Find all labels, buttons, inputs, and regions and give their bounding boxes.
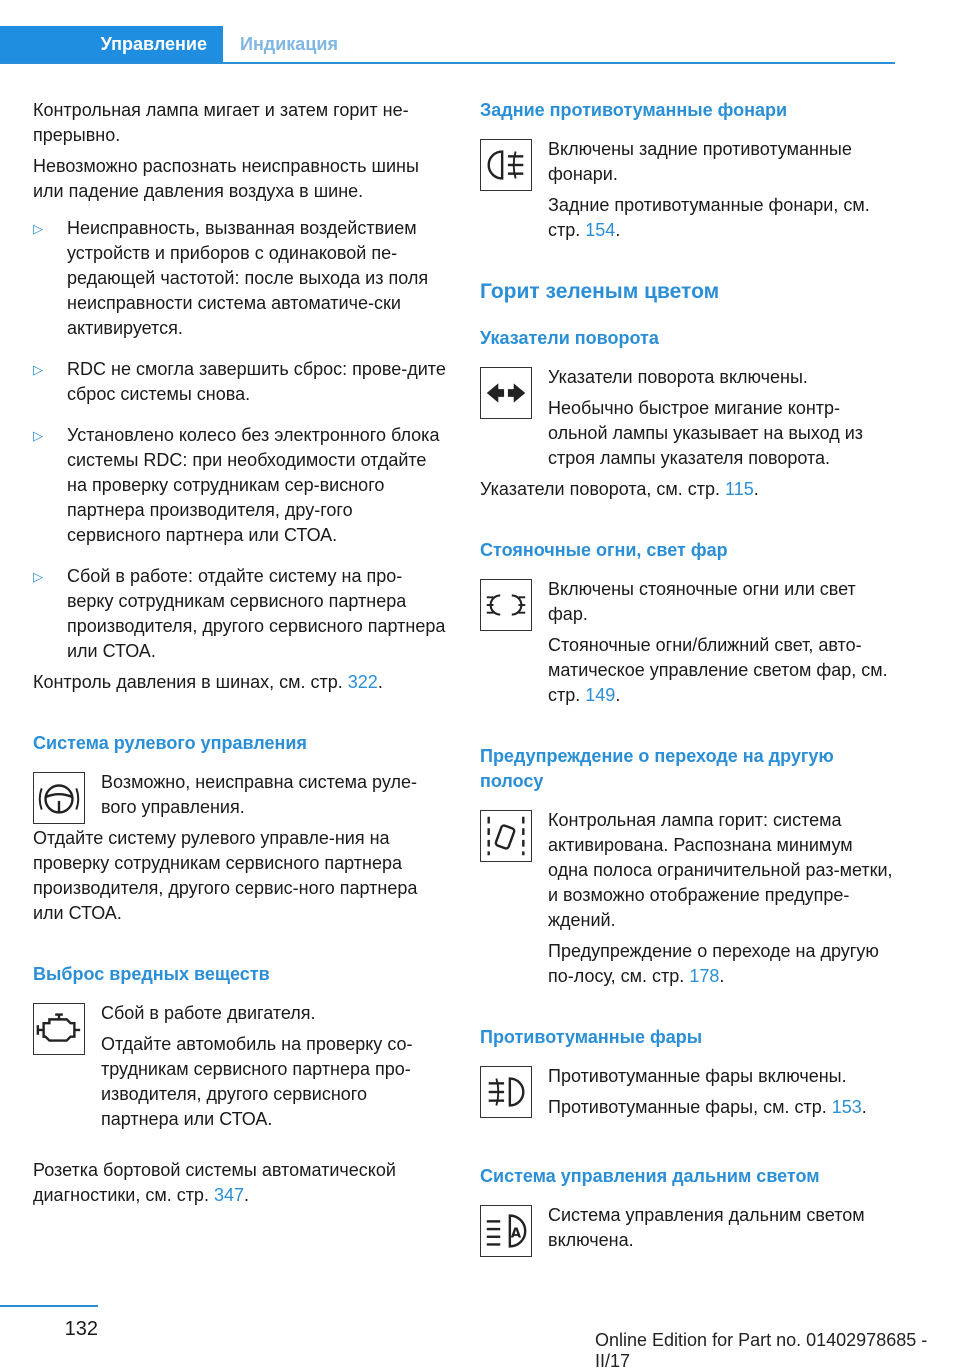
list-item: ▷ Сбой в работе: отдайте систему на про-верку сотрудникам сервисного партнера производителя, другого сервисного партнера или СТОА.	[33, 566, 446, 661]
paragraph: Противотуманные фары включены.	[548, 1066, 847, 1086]
paragraph: Отдайте систему рулевого управле-ния на проверку сотрудникам сервисного партнера производителя, другого сервис-ного партнера или СТОА.	[33, 828, 418, 923]
page-link[interactable]: 347	[213, 1185, 244, 1205]
high-beam-assist-icon	[480, 1205, 532, 1257]
tab-control[interactable]: Управление	[0, 26, 223, 62]
paragraph: Сбой в работе двигателя.	[101, 1003, 316, 1023]
edition-note: Online Edition for Part no. 01402978685 - II/17	[595, 1330, 928, 1371]
paragraph: Возможно, неисправна система руле-вого управления.	[101, 772, 417, 817]
reference: Указатели поворота, см. стр. 115.	[480, 479, 759, 499]
section-heading: Предупреждение о переходе на другую полосу	[480, 746, 834, 791]
page-link[interactable]: 154	[585, 220, 616, 240]
section-heading: Стояночные огни, свет фар	[480, 540, 728, 560]
list-item: ▷ RDC не смогла завершить сброс: прове-дите сброс системы снова.	[33, 359, 446, 404]
svg-text:A: A	[510, 1226, 522, 1242]
page-link[interactable]: 153	[831, 1097, 862, 1117]
page-number: 132	[64, 1318, 98, 1340]
footer-rule	[0, 1305, 98, 1307]
lane-departure-icon	[480, 810, 532, 862]
triangle-bullet-icon: ▷	[33, 428, 43, 443]
header-tabbar	[0, 26, 895, 64]
paragraph: Система управления дальним светом включена.	[548, 1205, 865, 1250]
icon-block	[480, 1203, 895, 1267]
icon-block	[480, 365, 895, 471]
paragraph: Контрольная лампа мигает и затем горит не-прерывно.	[33, 100, 409, 145]
reference: Розетка бортовой системы автоматической диагностики, см. стр. 347.	[33, 1160, 396, 1205]
section-heading: Задние противотуманные фонари	[480, 100, 788, 120]
parking-light-icon	[480, 579, 532, 631]
page-link[interactable]: 115	[725, 479, 754, 499]
icon-block	[480, 577, 895, 708]
triangle-bullet-icon: ▷	[33, 362, 43, 377]
tab-display[interactable]: Индикация	[240, 34, 338, 54]
section-title: Горит зеленым цветом	[480, 280, 720, 303]
paragraph: Отдайте автомобиль на проверку со-трудникам сервисного партнера про-изводителя, другого сервисного партнера или СТОА.	[101, 1034, 413, 1129]
page-link[interactable]: 178	[689, 966, 720, 986]
left-column	[33, 98, 448, 1214]
engine-warning-icon	[33, 1003, 85, 1055]
reference: Противотуманные фары, см. стр. 153.	[548, 1097, 867, 1117]
right-column	[480, 98, 895, 1267]
list-item: ▷ Установлено колесо без электронного блока системы RDC: при необходимости отдайте на проверку сотрудникам сер-висного партнера производителя, дру-гого сервисного партнера или СТОА.	[33, 425, 440, 545]
list-item: ▷ Неисправность, вызванная воздействием устройств и приборов с одинаковой пе-редающей частотой: после выхода из поля неисправности система автоматиче-ски активируется.	[33, 218, 429, 338]
front-fog-light-icon	[480, 1066, 532, 1118]
paragraph: Включены стояночные огни или свет фар.	[548, 579, 856, 624]
triangle-bullet-icon: ▷	[33, 221, 43, 236]
rear-fog-light-icon	[480, 139, 532, 191]
section-heading: Указатели поворота	[480, 328, 659, 348]
page-link[interactable]: 149	[585, 685, 616, 705]
section-heading: Выброс вредных веществ	[33, 964, 270, 984]
icon-block	[33, 1001, 448, 1132]
page-link[interactable]: 322	[347, 672, 378, 692]
steering-warning-icon	[33, 772, 85, 824]
turn-signal-icon	[480, 367, 532, 419]
icon-block	[33, 770, 448, 926]
paragraph: Указатели поворота включены.	[548, 367, 808, 387]
icon-block	[480, 1064, 895, 1128]
reference: Контроль давления в шинах, см. стр. 322.	[33, 672, 383, 692]
paragraph: Включены задние противотуманные фонари.	[548, 139, 852, 184]
section-heading: Система управления дальним светом	[480, 1166, 820, 1186]
triangle-bullet-icon: ▷	[33, 569, 43, 584]
reference: Предупреждение о переходе на другую по-лосу, см. стр. 178.	[548, 941, 879, 986]
icon-block	[480, 137, 895, 243]
section-heading: Система рулевого управления	[33, 733, 307, 753]
icon-block	[480, 808, 895, 989]
paragraph: Невозможно распознать неисправность шины или падение давления воздуха в шине.	[33, 156, 419, 201]
section-heading: Противотуманные фары	[480, 1027, 703, 1047]
reference: Задние противотуманные фонари, см. стр. 154.	[548, 195, 870, 240]
paragraph: Необычно быстрое мигание контр-ольной лампы указывает на выход из строя лампы указателя поворота.	[548, 398, 864, 468]
paragraph: Контрольная лампа горит: система активирована. Распознана минимум одна полоса ограничительной раз-метки, и возможно отображение предупре-ждений.	[548, 810, 893, 930]
reference: Стояночные огни/ближний свет, авто-матическое управление светом фар, см. стр. 149.	[548, 635, 888, 705]
